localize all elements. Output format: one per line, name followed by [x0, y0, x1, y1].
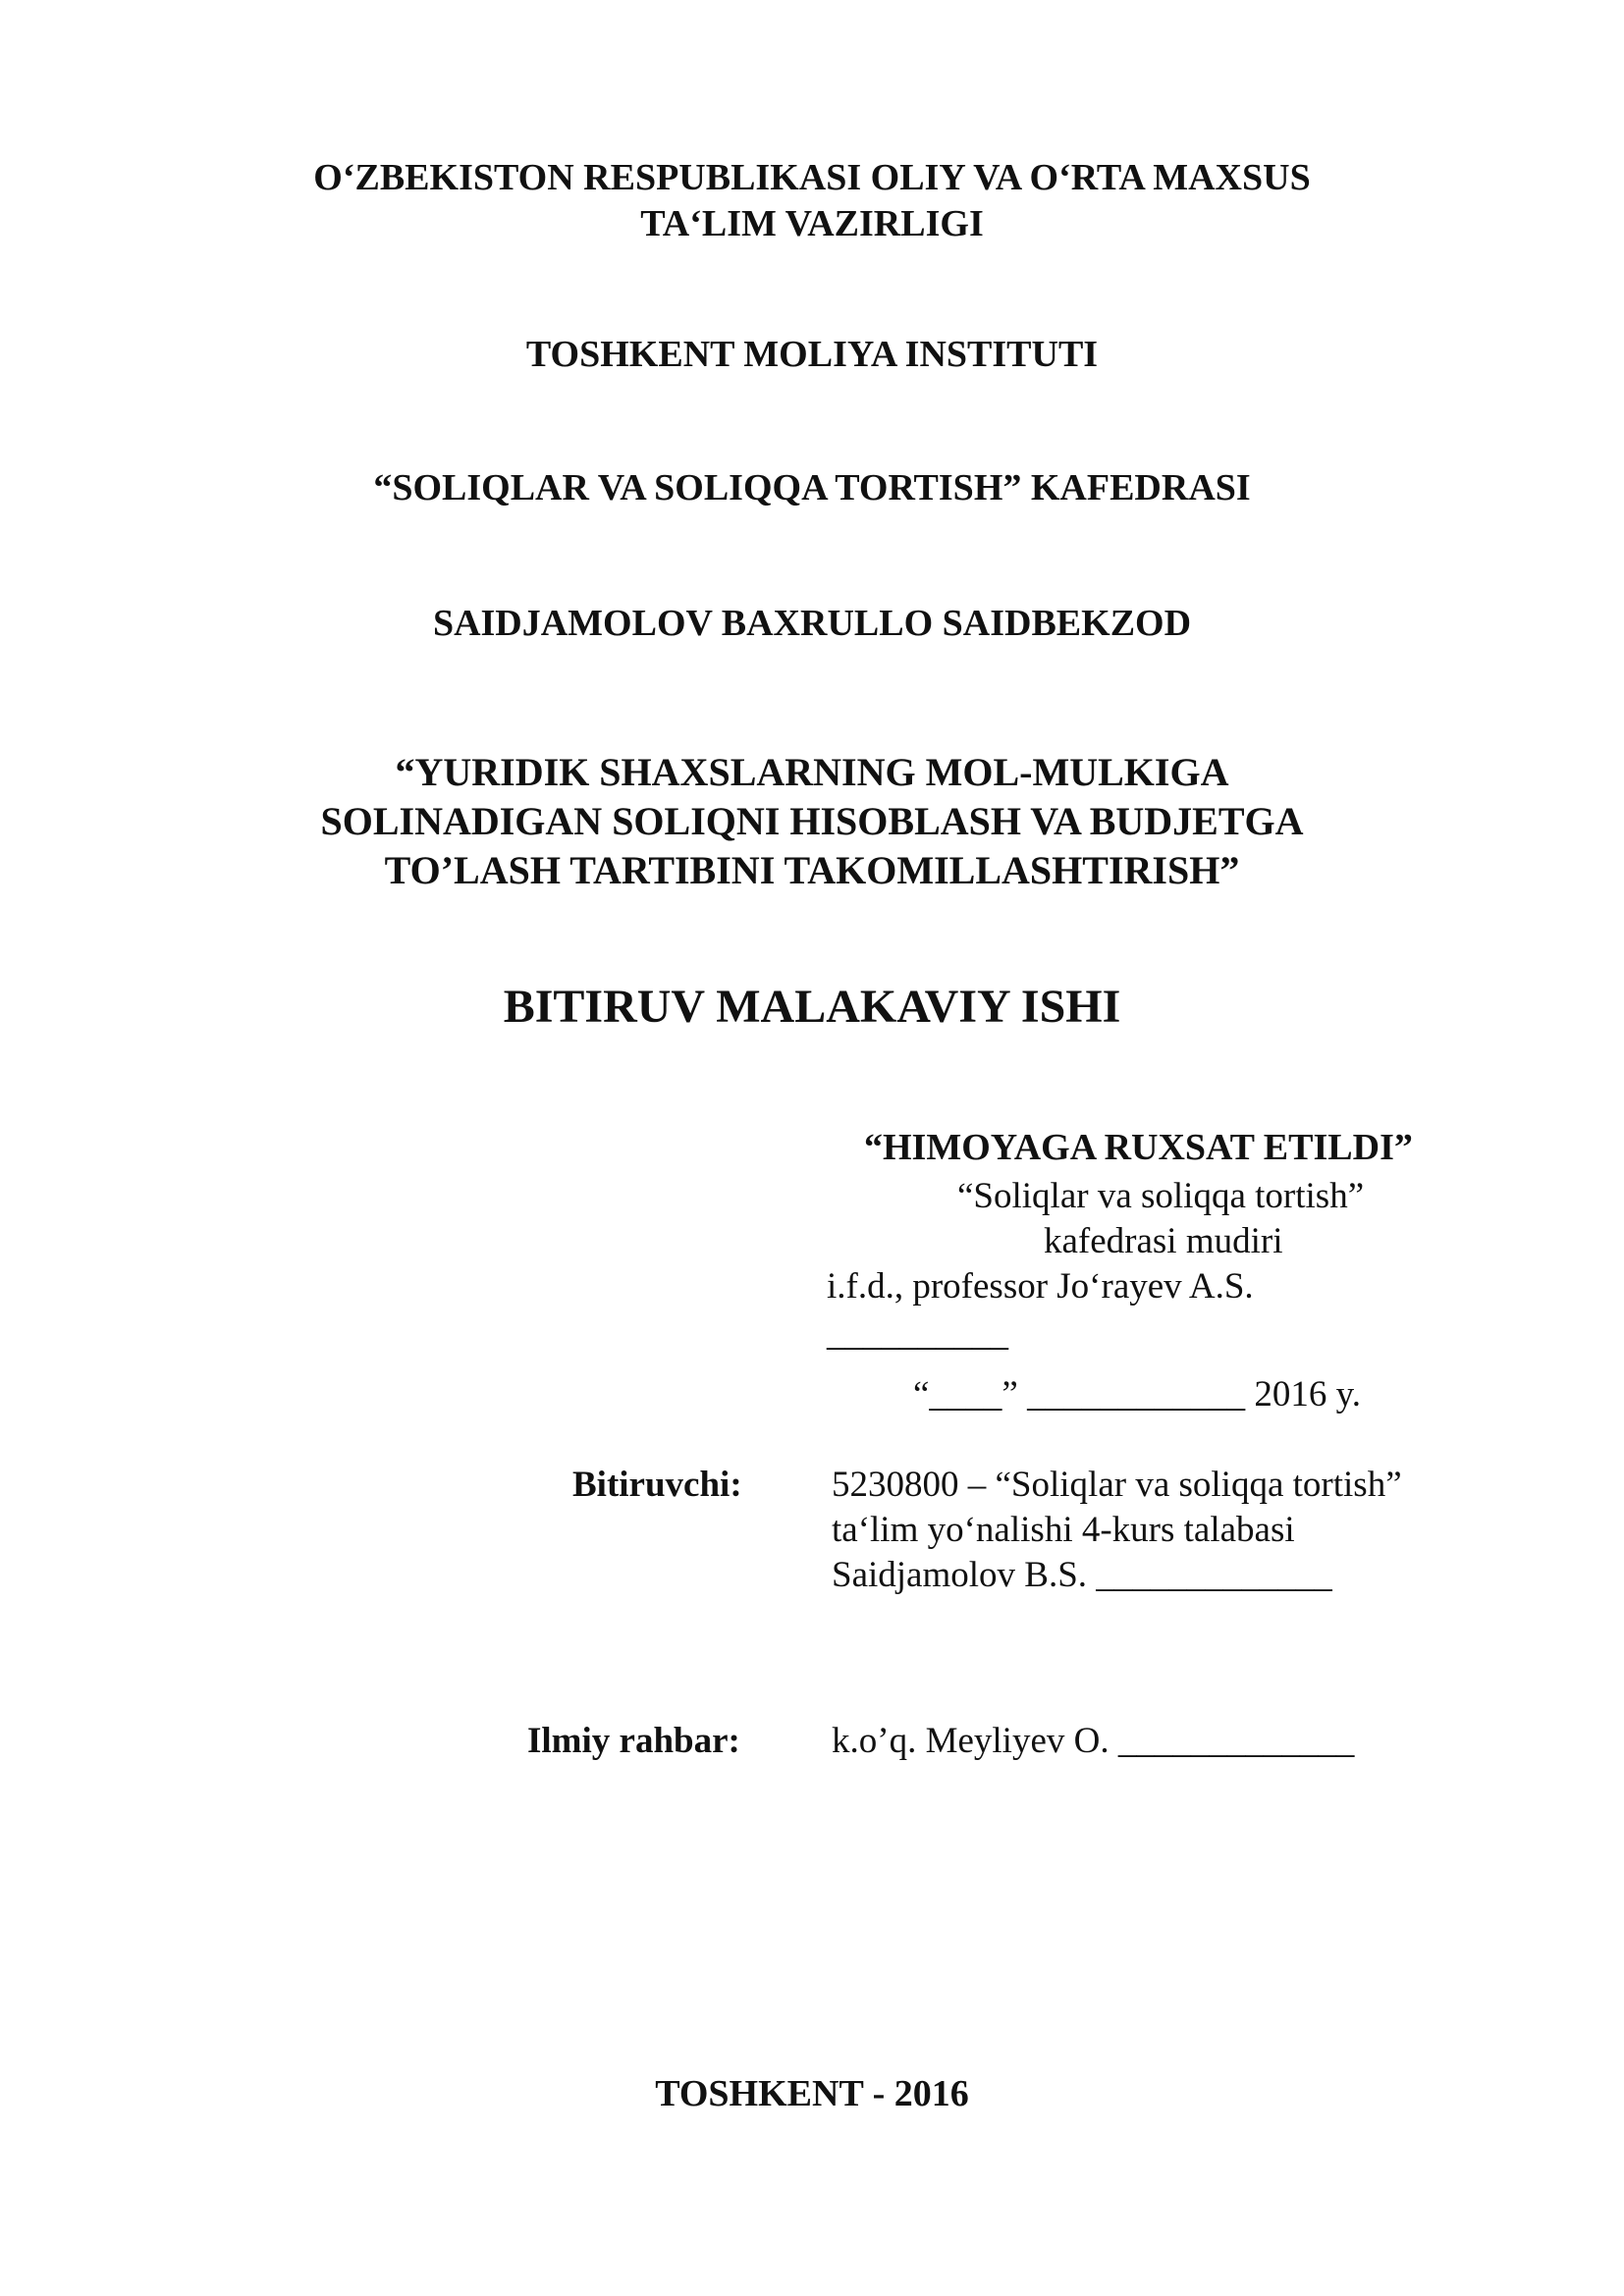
approval-heading: “HIMOYAGA RUXSAT ETILDI” — [864, 1127, 1413, 1168]
graduate-label: Bitiruvchi: — [572, 1465, 742, 1505]
supervisor-label: Ilmiy rahbar: — [527, 1721, 740, 1761]
approval-department: “Soliqlar va soliqqa tortish” — [957, 1176, 1365, 1216]
graduate-line-2: ta‘lim yo‘nalishi 4-kurs talabasi — [832, 1510, 1295, 1550]
thesis-title-line-1: “YURIDIK SHAXSLARNING MOL-MULKIGA — [395, 750, 1229, 794]
department-name: “SOLIQLAR VA SOLIQQA TORTISH” KAFEDRASI — [373, 467, 1251, 508]
graduate-line-1: 5230800 – “Soliqlar va soliqqa tortish” — [832, 1465, 1402, 1505]
thesis-type: BITIRUV MALAKAVIY ISHI — [503, 981, 1121, 1033]
approval-position: kafedrasi mudiri — [1044, 1221, 1283, 1261]
institute-name: TOSHKENT MOLIYA INSTITUTI — [525, 334, 1099, 375]
approval-head-name: i.f.d., professor Jo‘rayev A.S. — [827, 1266, 1254, 1307]
ministry-line-2: TA‘LIM VAZIRLIGI — [640, 203, 984, 244]
thesis-title-line-3: TO’LASH TARTIBINI TAKOMILLASHTIRISH” — [384, 848, 1240, 892]
city-year: TOSHKENT - 2016 — [655, 2073, 969, 2114]
ministry-line-1: O‘ZBEKISTON RESPUBLIKASI OLIY VA O‘RTA MAXSUS — [313, 157, 1311, 198]
graduate-line-3: Saidjamolov B.S. _____________ — [832, 1555, 1332, 1595]
approval-date-line: “____” ____________ 2016 y. — [913, 1374, 1361, 1415]
supervisor-value: k.o’q. Meyliyev O. _____________ — [832, 1721, 1355, 1761]
author-name: SAIDJAMOLOV BAXRULLO SAIDBEKZOD — [432, 603, 1192, 644]
approval-signature-blank: __________ — [827, 1313, 1008, 1354]
thesis-title-line-2: SOLINADIGAN SOLIQNI HISOBLASH VA BUDJETGA — [320, 799, 1304, 843]
